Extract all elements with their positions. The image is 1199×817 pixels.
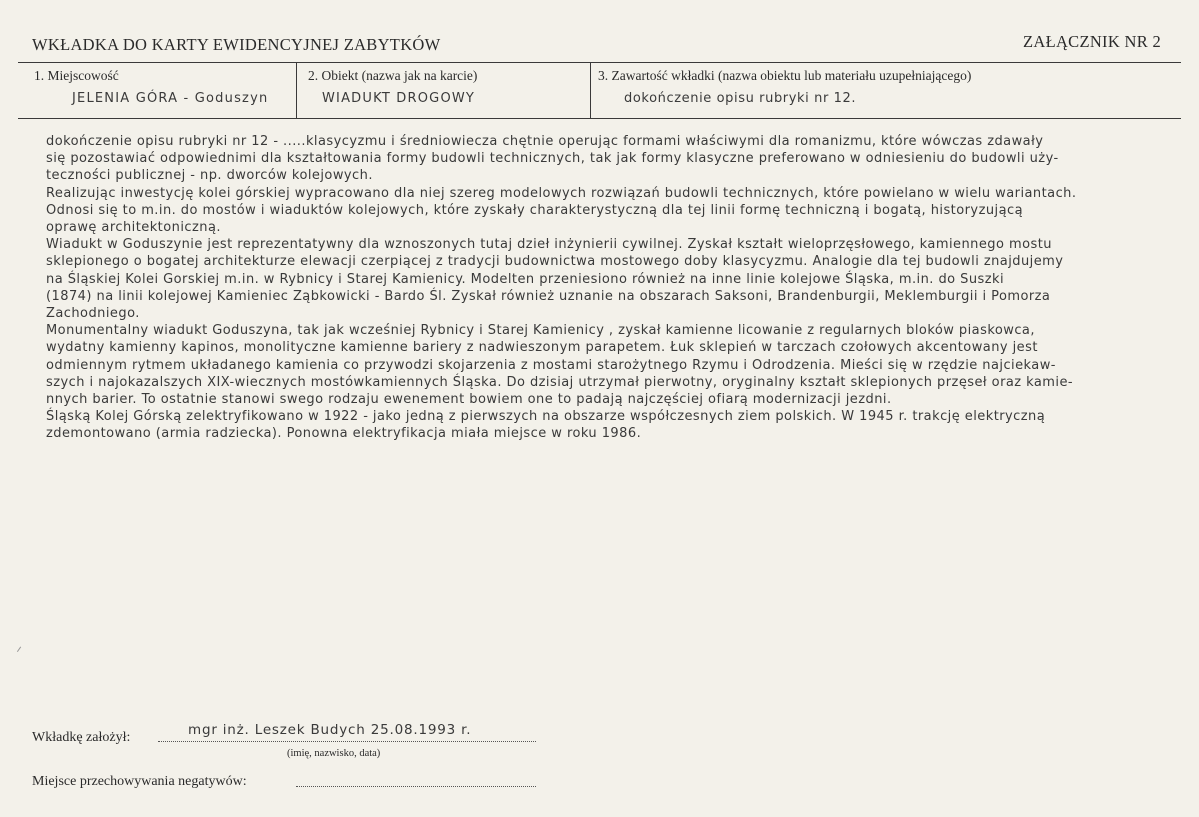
paragraph: Wiadukt w Goduszynie jest reprezentatywny dla wznoszonych tutaj dzieł inżynierii cywilnej. Zyskał kształt wieloprzęsłowego, kamiennego mostu sklepionego o bogatej architekturze elewacji czerpiącej z tradycji budownictwa mostowego doby klasycyzmu. Analogie dla tej budowli znajdujemy na Śląskiej Kolei Gorskiej m.in. w Rybnicy i Starej Kamienicy. Modelten przeniesiono również na inne linie kolejowe Śląska, m.in. do Suszki (1874) na linii kolejowej Kamieniec Ząbkowicki - Bardo Śl. Zyskał również uznanie na obszarach Saksoni, Brandenburgii, Meklemburgii i Pomorza Zachodniego. <box>46 237 1064 322</box>
negatives-location-label: Miejsce przechowywania negatywów: <box>32 774 247 789</box>
pencil-mark <box>17 647 26 656</box>
paragraph: Śląską Kolej Górską zelektryfikowano w 1922 - jako jedną z pierwszych na obszarze współczesnych ziem polskich. W 1945 r. trakcję elektryczną zdemontowano (armia radziecka). Ponowna elektryfikacja miała miejsce w roku 1986. <box>46 409 1046 442</box>
paragraph: dokończenie opisu rubryki nr 12 - .....klasycyzmu i średniowiecza chętnie operując formami właściwymi dla romanizmu, które wówczas zdawały się pozostawiać odpowiednimi dla kształtowania formy budowli technicznych, tak jak formy klasyczne preferowano w odniesieniu do budowli uży- teczności publicznej - np. dworców kolejowych. <box>46 134 1059 184</box>
paragraph: Monumentalny wiadukt Goduszyna, tak jak wcześniej Rybnicy i Starej Kamienicy , zyskał kamienne licowanie z regularnych bloków piaskowca, wydatny kamienny kapinos, monolityczne kamienne bariery z nadwieszonym parapetem. Łuk sklepień w tarczach czołowych akcentowany jest odmiennym rytmem układanego kamienia co przywodzi skojarzenia z mostami starożytnego Rzymu i Odrodzenia. Mieści się w rzędzie najciekaw- szych i najokazalszych XIX-wiecznych mostówkamiennych Śląska. Do dzisiaj utrzymał pierwotny, oryginalny kształt sklepionych przęseł oraz kamie- nnych barier. To ostatnie stanowi swego rodzaju ewenement bowiem one to padają najczęściej ofiarą modernizacji jezdni. <box>46 323 1074 408</box>
locality-value: JELENIA GÓRA - Goduszyn <box>72 91 269 106</box>
founder-value: mgr inż. Leszek Budych 25.08.1993 r. <box>188 722 472 738</box>
header-rule-top <box>18 62 1181 63</box>
content-value: dokończenie opisu rubryki nr 12. <box>624 91 857 106</box>
founder-label: Wkładkę założył: <box>32 730 131 745</box>
paragraph: Realizując inwestycję kolei górskiej wypracowano dla niej szereg modelowych rozwiązań budowli technicznych, które powielano w wielu wariantach. Odnosi się to m.in. do mostów i wiaduktów kolejowych, które zyskały charakterystyczną dla tej linii formę techniczną i bogatą, historyzującą oprawę architektoniczną. <box>46 185 1077 236</box>
founder-note: (imię, nazwisko, data) <box>287 748 381 759</box>
column-divider <box>590 62 591 118</box>
document-title: WKŁADKA DO KARTY EWIDENCYJNEJ ZABYTKÓW <box>32 35 441 54</box>
founder-dotted-line <box>158 741 536 742</box>
header-rule-bottom <box>18 118 1181 119</box>
annex-number: ZAŁĄCZNIK NR 2 <box>1022 32 1161 51</box>
description-text <box>46 133 1196 443</box>
content-label: 3. Zawartość wkładki (nazwa obiektu lub materiału uzupełniającego) <box>598 68 972 83</box>
column-divider <box>296 62 297 118</box>
negatives-dotted-line <box>296 786 536 787</box>
object-label: 2. Obiekt (nazwa jak na karcie) <box>308 68 478 83</box>
object-value: WIADUKT DROGOWY <box>322 91 476 106</box>
locality-label: 1. Miejscowość <box>34 68 119 83</box>
